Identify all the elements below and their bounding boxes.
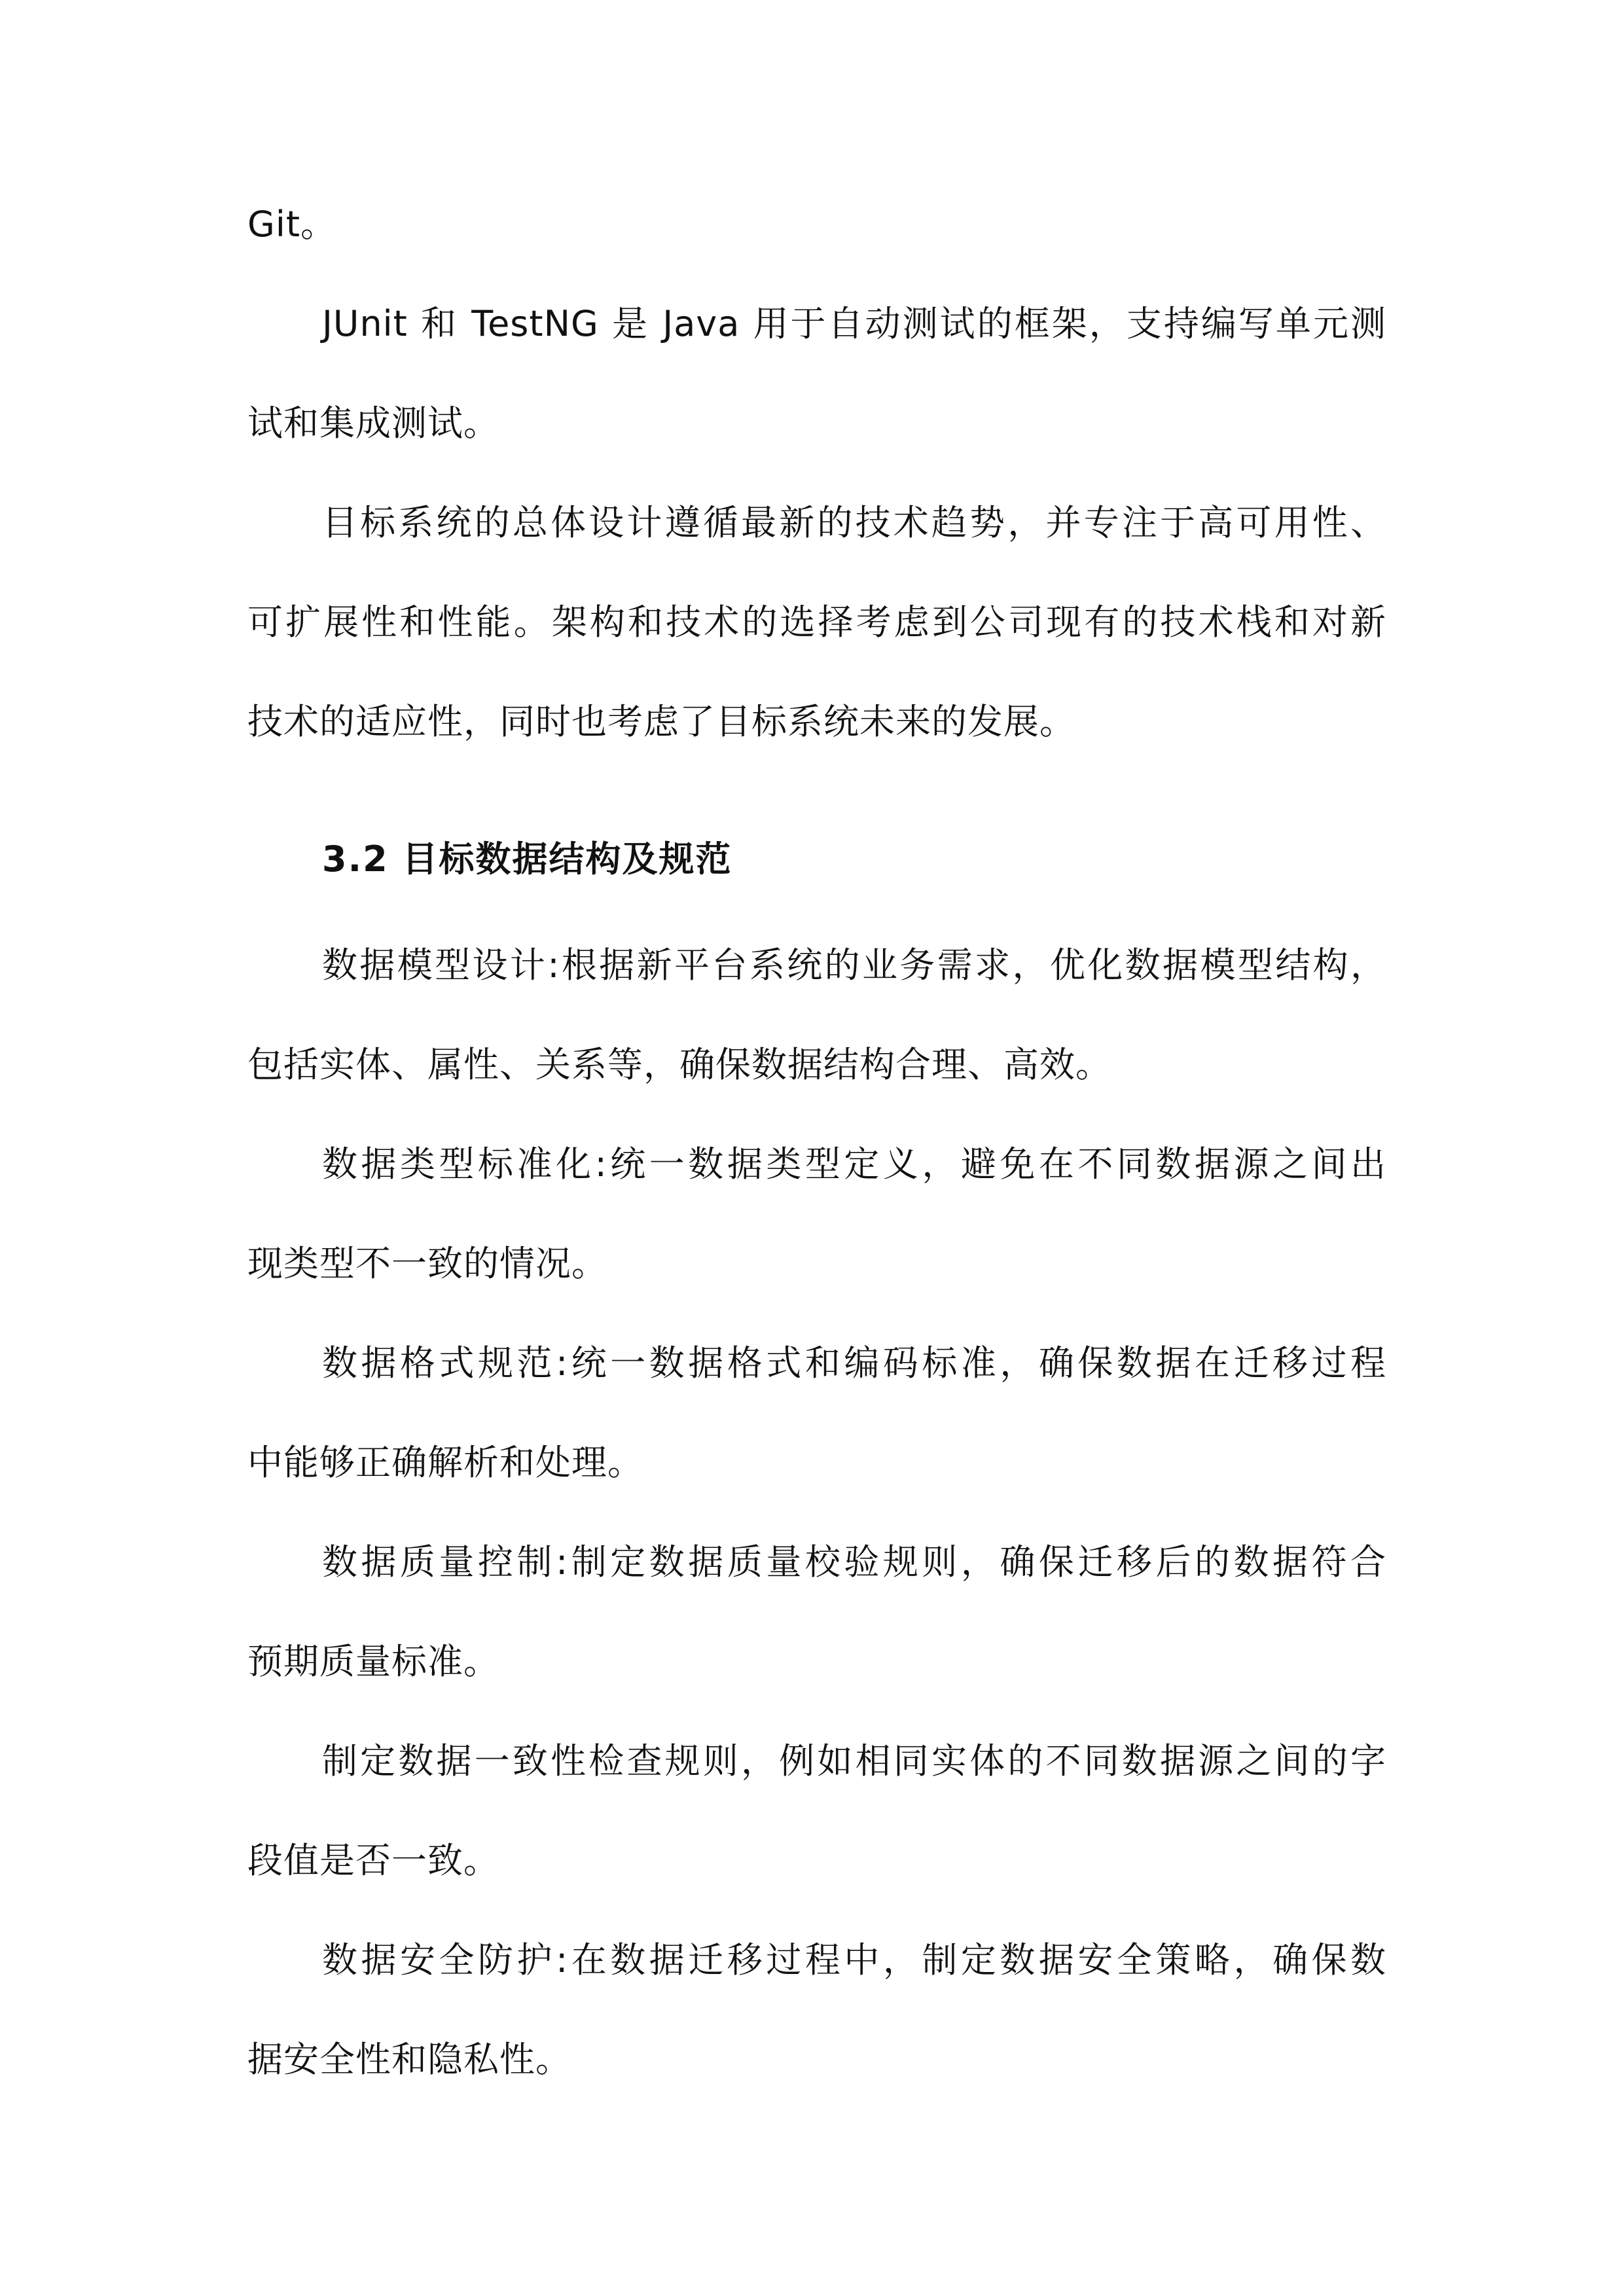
paragraph-line: 数据类型标准化:统一数据类型定义，避免在不同数据源之间出 <box>322 1143 1386 1185</box>
paragraph-line: 包括实体、属性、关系等，确保数据结构合理、高效。 <box>247 1044 1111 1085</box>
paragraph-line: 预期质量标准。 <box>247 1641 499 1682</box>
section-heading: 3.2 目标数据结构及规范 <box>322 838 732 880</box>
paragraph-line: 据安全性和隐私性。 <box>247 2039 571 2080</box>
paragraph-line: 数据格式规范:统一数据格式和编码标准，确保数据在迁移过程 <box>322 1342 1386 1384</box>
paragraph-line: 数据安全防护:在数据迁移过程中，制定数据安全策略，确保数 <box>322 1939 1386 1981</box>
paragraph-line: 试和集成测试。 <box>247 403 499 444</box>
paragraph-line: 中能够正确解析和处理。 <box>247 1442 643 1483</box>
paragraph-line: 技术的适应性，同时也考虑了目标系统未来的发展。 <box>247 701 1075 742</box>
paragraph-line: 可扩展性和性能。架构和技术的选择考虑到公司现有的技术栈和对新 <box>247 601 1386 643</box>
paragraph-line: 数据质量控制:制定数据质量校验规则，确保迁移后的数据符合 <box>322 1541 1386 1583</box>
paragraph-line: 段值是否一致。 <box>247 1840 499 1881</box>
paragraph-line: 现类型不一致的情况。 <box>247 1243 607 1284</box>
paragraph-line: 数据模型设计:根据新平台系统的业务需求，优化数据模型结构， <box>322 944 1386 986</box>
paragraph-line: Git。 <box>247 204 337 245</box>
paragraph-line: JUnit 和 TestNG 是 Java 用于自动测试的框架，支持编写单元测 <box>322 303 1386 344</box>
paragraph-line: 制定数据一致性检查规则，例如相同实体的不同数据源之间的字 <box>322 1740 1386 1782</box>
paragraph-line: 目标系统的总体设计遵循最新的技术趋势，并专注于高可用性、 <box>322 502 1386 543</box>
